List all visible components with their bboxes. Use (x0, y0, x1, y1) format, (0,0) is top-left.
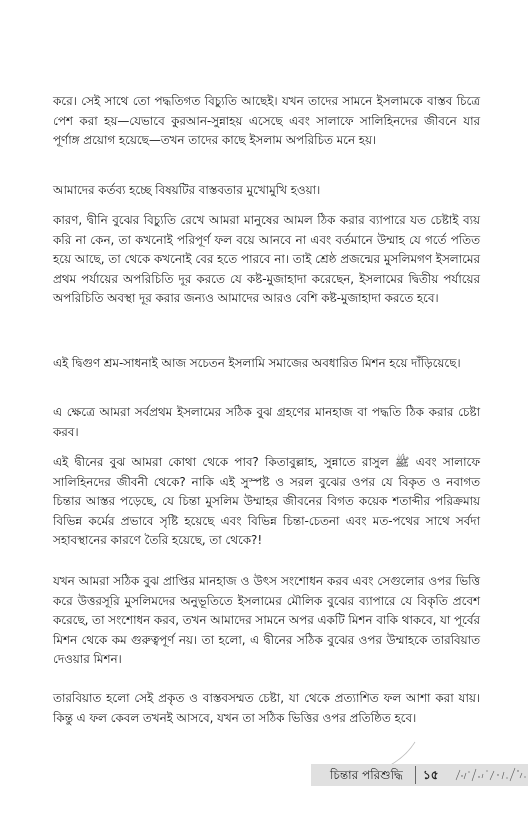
paragraph-4: এই দ্বিগুণ শ্রম-সাধনাই আজ সচেতন ইসলামি সমাজের অবধারিত মিশন হয়ে দাঁড়িয়েছে। (53, 356, 461, 370)
footer-divider (415, 766, 416, 784)
paragraph-3: কারণ, দ্বীনি বুঝের বিচ্যুতি রেখে আমরা মানুষের আমল ঠিক করার ব্যাপারে যত চেষ্টাই ব্যয় করি না কেন, তা কখনোই পরিপূর্ণ ফল বয়ে আনবে না এবং বর্তমানে উম্মাহ যে গর্তে পতিত হয়ে আছে, তা থেকে কখনোই বের হতে পারবে না। তাই শ্রেষ্ঠ প্রজন্মের মুসলিমগণ ইসলামের প্রথম পর্যায়ের অপরিচিতি দূর করতে যে কষ্ট-মুজাহাদা করেছেন, ইসলামের দ্বিতীয় পর্যায়ের অপরিচিতি অবস্থা দূর করার জন্যও আমাদের আরও বেশি কষ্ট-মুজাহাদা করতে হবে। (53, 213, 480, 306)
footer-book-title: চিন্তার পরিশুদ্ধি (330, 768, 403, 782)
footer-decoration (452, 766, 528, 784)
paragraph-7: যখন আমরা সঠিক বুঝ প্রাপ্তির মানহাজ ও উৎস সংশোধন করব এবং সেগুলোর ওপর ভিত্তি করে উত্তরসূরি মুসলিমদের অনুভূতিতে ইসলামের মৌলিক বুঝের ব্যাপারে যে বিকৃতি প্রবেশ করেছে, তা সংশোধন করব, তখন আমাদের সামনে অপর একটি মিশন বাকি থাকবে, যা পূর্বের মিশন থেকে কম গুরুত্বপূর্ণ নয়। তা হলো, এ দ্বীনের সঠিক বুঝের ওপর উম্মাহকে তারবিয়াত দেওয়ার মিশন। (53, 574, 480, 667)
paragraph-5: এ ক্ষেত্রে আমরা সর্বপ্রথম ইসলামের সঠিক বুঝ গ্রহণের মানহাজ বা পদ্ধতি ঠিক করার চেষ্টা করব। (53, 405, 480, 439)
paragraph-8: তারবিয়াত হলো সেই প্রকৃত ও বাস্তবসম্মত চেষ্টা, যা থেকে প্রত্যাশিত ফল আশা করা যায়। কিন্তু এ ফল কেবল তখনই আসবে, যখন তা সঠিক ভিত্তির ওপর প্রতিষ্ঠিত হবে। (53, 691, 480, 725)
paragraph-1: করে। সেই সাথে তো পদ্ধতিগত বিচ্যুতি আছেই। যখন তাদের সামনে ইসলামকে বাস্তব চিত্রে পেশ করা হয়—যেভাবে কুরআন-সুন্নাহয় এসেছে এবং সালাফে সালিহিনদের জীবনে যার পূর্ণাঙ্গ প্রয়োগ হয়েছে—তখন তাদের কাছে ইসলাম অপরিচিত মনে হয়। (53, 94, 480, 148)
page-number: ১৫ (423, 768, 439, 782)
paragraph-6: এই দ্বীনের বুঝ আমরা কোথা থেকে পাব? কিতাবুল্লাহ, সুন্নাতে রাসুল ﷺ এবং সালাফে সালিহিনদের জীবনী থেকে? নাকি এই সুস্পষ্ট ও সরল বুঝের ওপর যে বিকৃত ও নবাগত চিন্তার আস্তর পড়েছে, যে চিন্তা মুসলিম উম্মাহর জীবনের বিগত কয়েক শতাব্দীর পরিক্রমায় বিভিন্ন কর্মের প্রভাবে সৃষ্টি হয়েছে এবং বিভিন্ন চিন্তা-চেতনা এবং মত-পথের সাথে সর্বদা সহাবস্থানের কারণে তৈরি হয়েছে, তা থেকে?! (53, 455, 480, 548)
paragraph-2: আমাদের কর্তব্য হচ্ছে বিষয়টির বাস্তবতার মুখোমুখি হওয়া। (53, 183, 321, 197)
